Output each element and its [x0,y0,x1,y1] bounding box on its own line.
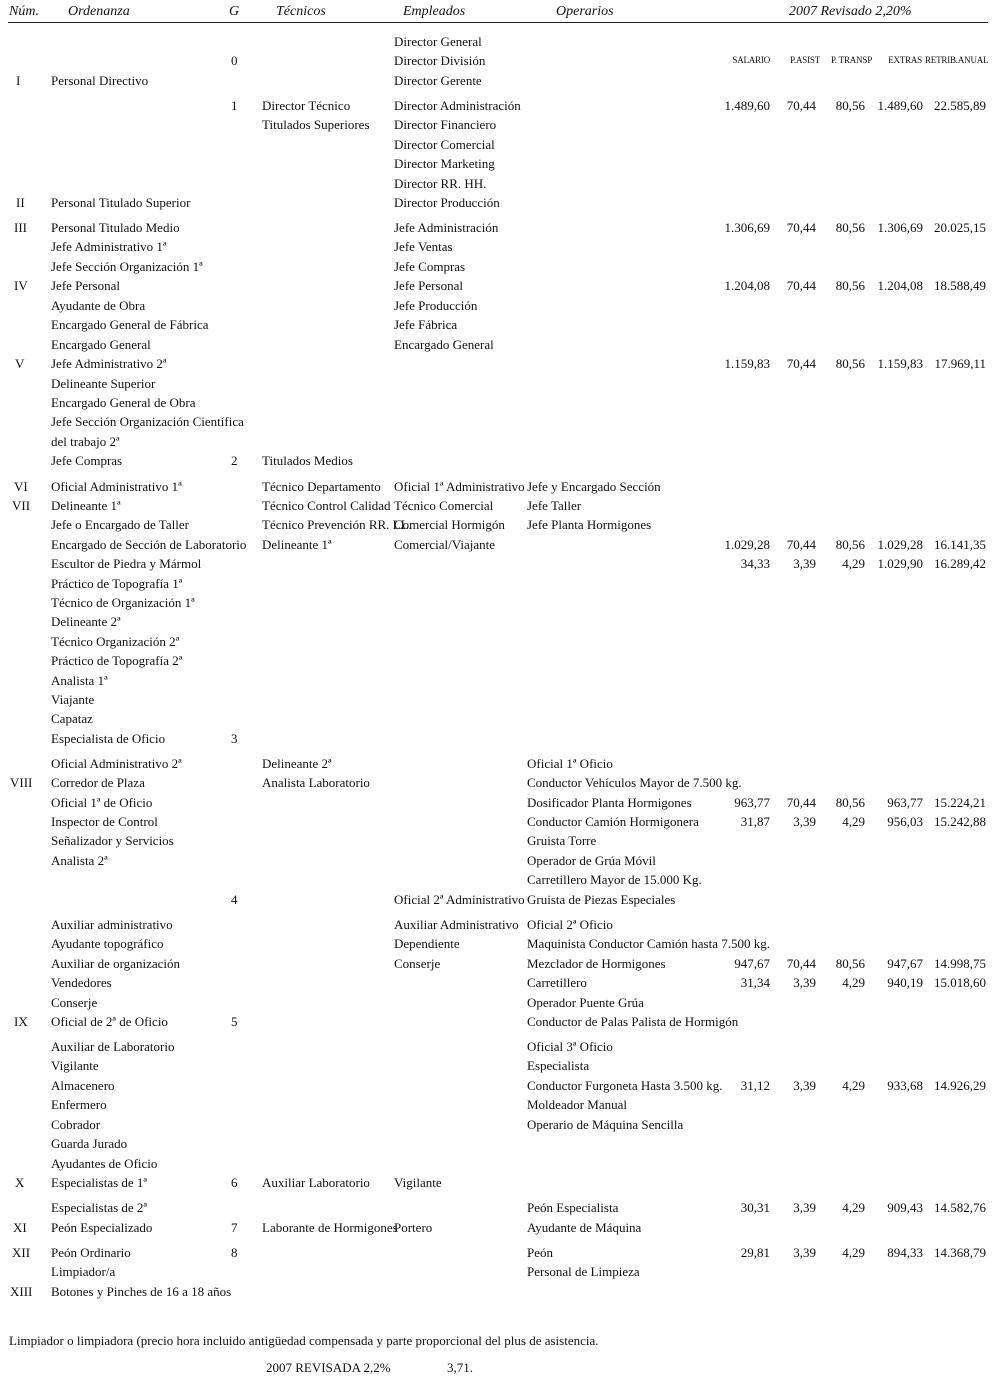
empleados-item: Director RR. HH. [394,176,487,191]
empleados-item: Oficial 1ª Administrativo [394,479,525,494]
ordenanza-item: Especialista de Oficio [51,731,166,746]
ordenanza-item: Encargado General de Obra [51,395,196,410]
ordenanza-item: Enfermero [51,1097,107,1112]
ordenanza-item: Encargado General de Fábrica [51,317,209,332]
empleados-item: Oficial 2ª Administrativo [394,892,525,907]
retrib-anual-value: 17.969,11 [934,356,986,371]
ordenanza-item: Técnico Organización 2ª [51,634,180,649]
ordenanza-item: Práctico de Topografía 1ª [51,576,183,591]
ordenanza-item: Capataz [51,711,93,726]
level-label: III [14,220,27,235]
operarios-item: Carretillero [527,975,587,990]
level-label: VII [12,498,31,513]
ordenanza-item: Analista 1ª [51,673,108,688]
operarios-item: Oficial 2ª Oficio [527,917,613,932]
extras-value: 940,19 [887,975,923,990]
p-asist-value: 70,44 [786,278,816,293]
ordenanza-item: Peón Ordinario [51,1245,131,1260]
header-num: Núm. [9,4,39,19]
p-asist-value: 3,39 [793,1200,816,1215]
ordenanza-item: Jefe Administrativo 2ª [51,356,167,371]
ordenanza-item: Especialistas de 1ª [51,1175,148,1190]
level-label: I [16,73,21,88]
salario-value: 31,87 [740,814,770,829]
level-label: XIII [10,1284,33,1299]
ordenanza-item: Encargado de Sección de Laboratorio [51,537,247,552]
ordenanza-item: Técnico de Organización 1ª [51,595,195,610]
ordenanza-item: Escultor de Piedra y Mármol [51,556,202,571]
empleados-item: Jefe Fábrica [394,317,458,332]
header-empleados: Empleados [403,4,466,19]
subheader-p-transp: P. TRANSP [830,55,872,65]
p-asist-value: 70,44 [786,795,816,810]
p-asist-value: 70,44 [786,956,816,971]
level-label: IX [14,1014,28,1029]
salario-value: 1.489,60 [724,98,770,113]
header-tecnicos: Técnicos [276,4,326,19]
operarios-item: Jefe y Encargado Sección [527,479,661,494]
group-number: 7 [231,1220,238,1235]
retrib-anual-value: 20.025,15 [934,220,986,235]
retrib-anual-value: 14.926,29 [934,1078,986,1093]
level-label: II [16,195,25,210]
tecnicos-item: Técnico Control Calidad [262,498,391,513]
p-transp-value: 4,29 [842,975,865,990]
tecnicos-item: Auxiliar Laboratorio [262,1175,370,1190]
p-asist-value: 3,39 [793,1245,816,1260]
operarios-item: Gruista Torre [527,833,597,848]
ordenanza-item: Analista 2ª [51,853,108,868]
operarios-item: Conductor de Palas Palista de Hormigón [527,1014,739,1029]
p-asist-value: 70,44 [786,537,816,552]
salario-value: 1.029,28 [724,537,770,552]
ordenanza-item: Oficial Administrativo 1ª [51,479,182,494]
operarios-item: Conductor Camión Hormigonera [527,814,699,829]
operarios-item: Especialista [527,1058,590,1073]
p-transp-value: 80,56 [835,220,865,235]
p-transp-value: 4,29 [842,1200,865,1215]
operarios-item: Oficial 1ª Oficio [527,756,613,771]
p-transp-value: 80,56 [835,537,865,552]
subheader-salario: SALARIO [732,55,770,65]
operarios-item: Operador Puente Grúa [527,995,644,1010]
header-group: G [229,4,240,19]
tecnicos-item: Técnico Departamento [262,479,381,494]
ordenanza-item: Práctico de Topografía 2ª [51,653,183,668]
p-transp-value: 80,56 [835,956,865,971]
retrib-anual-value: 15.242,88 [934,814,986,829]
retrib-anual-value: 16.289,42 [934,556,986,571]
ordenanza-item: Ayudante topográfico [51,936,164,951]
ordenanza-item: Auxiliar administrativo [51,917,173,932]
extras-value: 956,03 [887,814,923,829]
ordenanza-item: Jefe Sección Organización Científica [51,414,244,429]
operarios-item: Moldeador Manual [527,1097,628,1112]
operarios-item: Maquinista Conductor Camión hasta 7.500 kg. [527,936,771,951]
ordenanza-item: Vigilante [51,1058,99,1073]
salario-value: 31,12 [740,1078,770,1093]
ordenanza-item: Personal Titulado Medio [51,220,180,235]
footer-revision-value: 3,71. [447,1360,473,1375]
empleados-item: Jefe Ventas [394,239,453,254]
level-label: X [15,1175,25,1190]
tecnicos-item: Analista Laboratorio [262,775,370,790]
salario-value: 947,67 [734,956,770,971]
ordenanza-item: Personal Titulado Superior [51,195,191,210]
p-transp-value: 4,29 [842,1078,865,1093]
empleados-item: Conserje [394,956,441,971]
extras-value: 1.489,60 [877,98,923,113]
ordenanza-item: Guarda Jurado [51,1136,128,1151]
header-revision: 2007 Revisado 2,20% [789,4,912,19]
ordenanza-item: Personal Directivo [51,73,149,88]
salario-value: 1.306,69 [724,220,770,235]
group-number: 8 [231,1245,238,1260]
subheader-retrib-anual: RETRIB.ANUAL [925,55,989,65]
operarios-item: Gruista de Piezas Especiales [527,892,676,907]
p-transp-value: 4,29 [842,814,865,829]
empleados-item: Encargado General [394,337,494,352]
p-transp-value: 80,56 [835,795,865,810]
p-asist-value: 3,39 [793,975,816,990]
group-number: 1 [231,98,238,113]
group-number: 6 [231,1175,238,1190]
operarios-item: Peón [527,1245,553,1260]
empleados-item: Portero [394,1220,433,1235]
tecnicos-item: Director Técnico [262,98,351,113]
retrib-anual-value: 14.582,76 [934,1200,986,1215]
empleados-item: Comercial/Viajante [394,537,496,552]
ordenanza-item: Jefe Sección Organización 1ª [51,259,203,274]
ordenanza-item: Jefe o Encargado de Taller [51,517,189,532]
ordenanza-item: Inspector de Control [51,814,158,829]
operarios-item: Oficial 3ª Oficio [527,1039,613,1054]
empleados-item: Jefe Administración [394,220,499,235]
group-number: 2 [231,453,238,468]
extras-value: 947,67 [887,956,923,971]
extras-value: 1.029,28 [877,537,923,552]
operarios-item: Conductor Vehículos Mayor de 7.500 kg. [527,775,742,790]
retrib-anual-value: 16.141,35 [934,537,986,552]
retrib-anual-value: 15.018,60 [934,975,986,990]
operarios-item: Operario de Máquina Sencilla [527,1117,684,1132]
ordenanza-item: Viajante [51,692,95,707]
salario-value: 1.159,83 [724,356,770,371]
p-asist-value: 3,39 [793,556,816,571]
operarios-item: Mezclador de Hormigones [527,956,666,971]
ordenanza-item: Delineante 2ª [51,614,121,629]
group-number: 4 [231,892,238,907]
ordenanza-item: Ayudante de Obra [51,298,146,313]
tecnicos-item: Laborante de Hormigones [262,1220,398,1235]
salario-value: 34,33 [740,556,770,571]
ordenanza-item: Delineante 1ª [51,498,121,513]
group-number: 3 [231,731,238,746]
operarios-item: Jefe Planta Hormigones [527,517,652,532]
ordenanza-item: Cobrador [51,1117,101,1132]
extras-value: 909,43 [887,1200,923,1215]
retrib-anual-value: 14.998,75 [934,956,986,971]
ordenanza-item: Limpiador/a [51,1264,116,1279]
p-transp-value: 80,56 [835,278,865,293]
ordenanza-item: Oficial de 2ª de Oficio [51,1014,168,1029]
footer-revision-label: 2007 REVISADA 2,2% [266,1360,391,1375]
tecnicos-item: Titulados Superiores [262,117,370,132]
ordenanza-item: Almacenero [51,1078,115,1093]
empleados-item: Auxiliar Administrativo [394,917,519,932]
ordenanza-item: Conserje [51,995,98,1010]
p-asist-value: 70,44 [786,220,816,235]
level-label: XI [13,1220,27,1235]
salario-value: 963,77 [734,795,770,810]
empleados-item: Director Comercial [394,137,495,152]
group-number: 0 [231,53,238,68]
level-label: XII [12,1245,31,1260]
ordenanza-item: Jefe Compras [51,453,123,468]
retrib-anual-value: 14.368,79 [934,1245,986,1260]
empleados-item: Director Marketing [394,156,495,171]
subheader-p-asist: P.ASIST [790,55,820,65]
ordenanza-item: Auxiliar de Laboratorio [51,1039,175,1054]
level-label: VIII [10,775,33,790]
ordenanza-item: Señalizador y Servicios [51,833,174,848]
ordenanza-item: Oficial Administrativo 2ª [51,756,182,771]
empleados-item: Técnico Comercial [394,498,494,513]
empleados-item: Jefe Producción [394,298,478,313]
tecnicos-item: Técnico Prevención RR. LL. [262,517,412,532]
salario-value: 1.204,08 [724,278,770,293]
p-transp-value: 80,56 [835,356,865,371]
subheader-extras: EXTRAS [888,55,922,65]
salario-value: 30,31 [740,1200,770,1215]
ordenanza-item: Jefe Personal [51,278,120,293]
tecnicos-item: Delineante 2ª [262,756,332,771]
retrib-anual-value: 18.588,49 [934,278,986,293]
empleados-item: Director Gerente [394,73,482,88]
ordenanza-item: Encargado General [51,337,151,352]
empleados-item: Director Financiero [394,117,497,132]
salario-value: 31,34 [740,975,770,990]
operarios-item: Personal de Limpieza [527,1264,640,1279]
empleados-item: Vigilante [394,1175,442,1190]
ordenanza-item: del trabajo 2ª [51,434,120,449]
empleados-item: Director División [394,53,486,68]
ordenanza-item: Vendedores [51,975,112,990]
extras-value: 963,77 [887,795,923,810]
empleados-item: Jefe Personal [394,278,463,293]
empleados-item: Director Administración [394,98,521,113]
p-transp-value: 4,29 [842,556,865,571]
p-asist-value: 3,39 [793,1078,816,1093]
retrib-anual-value: 15.224,21 [934,795,986,810]
p-asist-value: 70,44 [786,98,816,113]
level-label: V [15,356,25,371]
ordenanza-item: Oficial 1ª de Oficio [51,795,153,810]
operarios-item: Conductor Furgoneta Hasta 3.500 kg. [527,1078,723,1093]
salario-value: 29,81 [740,1245,770,1260]
empleados-item: Director General [394,34,482,49]
extras-value: 1.029,90 [877,556,923,571]
operarios-item: Jefe Taller [527,498,582,513]
ordenanza-item: Delineante Superior [51,376,156,391]
extras-value: 933,68 [887,1078,923,1093]
level-label: VI [14,479,28,494]
empleados-item: Jefe Compras [394,259,466,274]
operarios-item: Ayudante de Máquina [527,1220,642,1235]
ordenanza-item: Auxiliar de organización [51,956,180,971]
ordenanza-item: Corredor de Plaza [51,775,145,790]
p-asist-value: 3,39 [793,814,816,829]
header-ordenanza: Ordenanza [68,4,130,19]
ordenanza-item: Jefe Administrativo 1ª [51,239,167,254]
empleados-item: Dependiente [394,936,460,951]
empleados-item: Director Producción [394,195,500,210]
operarios-item: Operador de Grúa Móvil [527,853,656,868]
ordenanza-item: Especialistas de 2ª [51,1200,148,1215]
ordenanza-item: Peón Especializado [51,1220,153,1235]
retrib-anual-value: 22.585,89 [934,98,986,113]
group-number: 5 [231,1014,238,1029]
tecnicos-item: Titulados Medios [262,453,353,468]
operarios-item: Carretillero Mayor de 15.000 Kg. [527,872,702,887]
operarios-item: Peón Especialista [527,1200,619,1215]
header-rule [8,22,988,23]
p-transp-value: 80,56 [835,98,865,113]
ordenanza-item: Ayudantes de Oficio [51,1156,158,1171]
operarios-item: Dosificador Planta Hormigones [527,795,692,810]
p-asist-value: 70,44 [786,356,816,371]
p-transp-value: 4,29 [842,1245,865,1260]
extras-value: 1.159,83 [877,356,923,371]
extras-value: 1.204,08 [877,278,923,293]
footer-note: Limpiador o limpiadora (precio hora incluido antigüedad compensada y parte proporcional del plus de asistencia. [9,1333,599,1348]
ordenanza-item: Botones y Pinches de 16 a 18 años [51,1284,232,1299]
extras-value: 894,33 [887,1245,923,1260]
empleados-item: Comercial Hormigón [394,517,505,532]
tecnicos-item: Delineante 1ª [262,537,332,552]
header-operarios: Operarios [556,4,614,19]
level-label: IV [14,278,28,293]
extras-value: 1.306,69 [877,220,923,235]
